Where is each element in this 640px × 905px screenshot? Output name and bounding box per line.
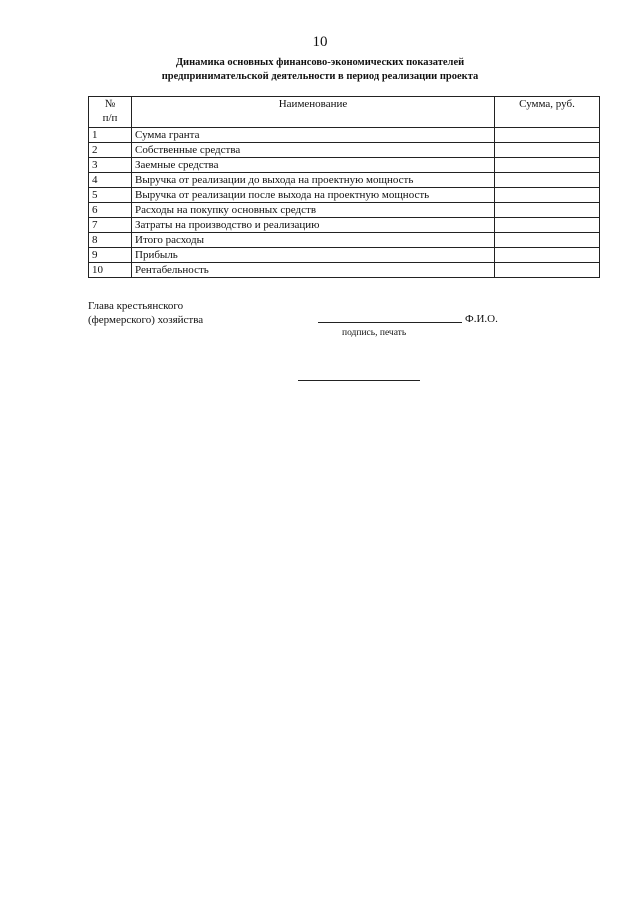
table-row <box>89 158 600 173</box>
row-number: 7 <box>89 218 132 233</box>
table-row <box>89 218 600 233</box>
row-sum <box>495 218 600 233</box>
header-number <box>89 97 132 128</box>
header-sum: Сумма, руб. <box>495 97 600 128</box>
header-number-line-1: № <box>104 98 116 110</box>
row-name: Собственные средства <box>132 143 495 158</box>
row-number: 4 <box>89 173 132 188</box>
row-name: Заемные средства <box>132 158 495 173</box>
table-row <box>89 233 600 248</box>
table-header-row <box>89 97 600 128</box>
table-row <box>89 263 600 278</box>
row-name: Рентабельность <box>132 263 495 278</box>
title-line-1: Динамика основных финансово-экономических показателей <box>175 57 465 68</box>
row-number: 3 <box>89 158 132 173</box>
row-number: 5 <box>89 188 132 203</box>
header-name: Наименование <box>132 97 495 128</box>
row-name: Сумма гранта <box>132 128 495 143</box>
row-name: Выручка от реализации до выхода на проектную мощность <box>132 173 495 188</box>
table-row <box>89 203 600 218</box>
signature-line <box>318 322 462 323</box>
row-name: Выручка от реализации после выхода на проектную мощность <box>132 188 495 203</box>
fio-label: Ф.И.О. <box>465 313 498 325</box>
row-number: 9 <box>89 248 132 263</box>
farm-head-line-2: (фермерского) хозяйства <box>88 314 204 326</box>
row-sum <box>495 173 600 188</box>
farm-head-label <box>88 299 203 327</box>
table-row <box>89 128 600 143</box>
header-number-line-2: п/п <box>102 112 118 124</box>
row-sum <box>495 143 600 158</box>
row-sum <box>495 128 600 143</box>
document-title <box>0 56 640 84</box>
row-number: 2 <box>89 143 132 158</box>
page-number: 10 <box>312 34 328 50</box>
table-row <box>89 248 600 263</box>
separator-line <box>298 380 420 381</box>
row-sum <box>495 203 600 218</box>
row-number: 6 <box>89 203 132 218</box>
row-name: Затраты на производство и реализацию <box>132 218 495 233</box>
table-row <box>89 173 600 188</box>
row-number: 8 <box>89 233 132 248</box>
indicators-table <box>88 96 600 278</box>
title-line-2: предпринимательской деятельности в период реализации проекта <box>161 71 479 82</box>
row-sum <box>495 158 600 173</box>
row-name: Прибыль <box>132 248 495 263</box>
row-sum <box>495 233 600 248</box>
row-name: Итого расходы <box>132 233 495 248</box>
row-name: Расходы на покупку основных средств <box>132 203 495 218</box>
table-row <box>89 143 600 158</box>
row-number: 1 <box>89 128 132 143</box>
row-sum <box>495 263 600 278</box>
signature-caption: подпись, печать <box>342 328 407 338</box>
farm-head-line-1: Глава крестьянского <box>88 300 184 312</box>
row-sum <box>495 188 600 203</box>
row-number: 10 <box>89 263 132 278</box>
table-row <box>89 188 600 203</box>
row-sum <box>495 248 600 263</box>
